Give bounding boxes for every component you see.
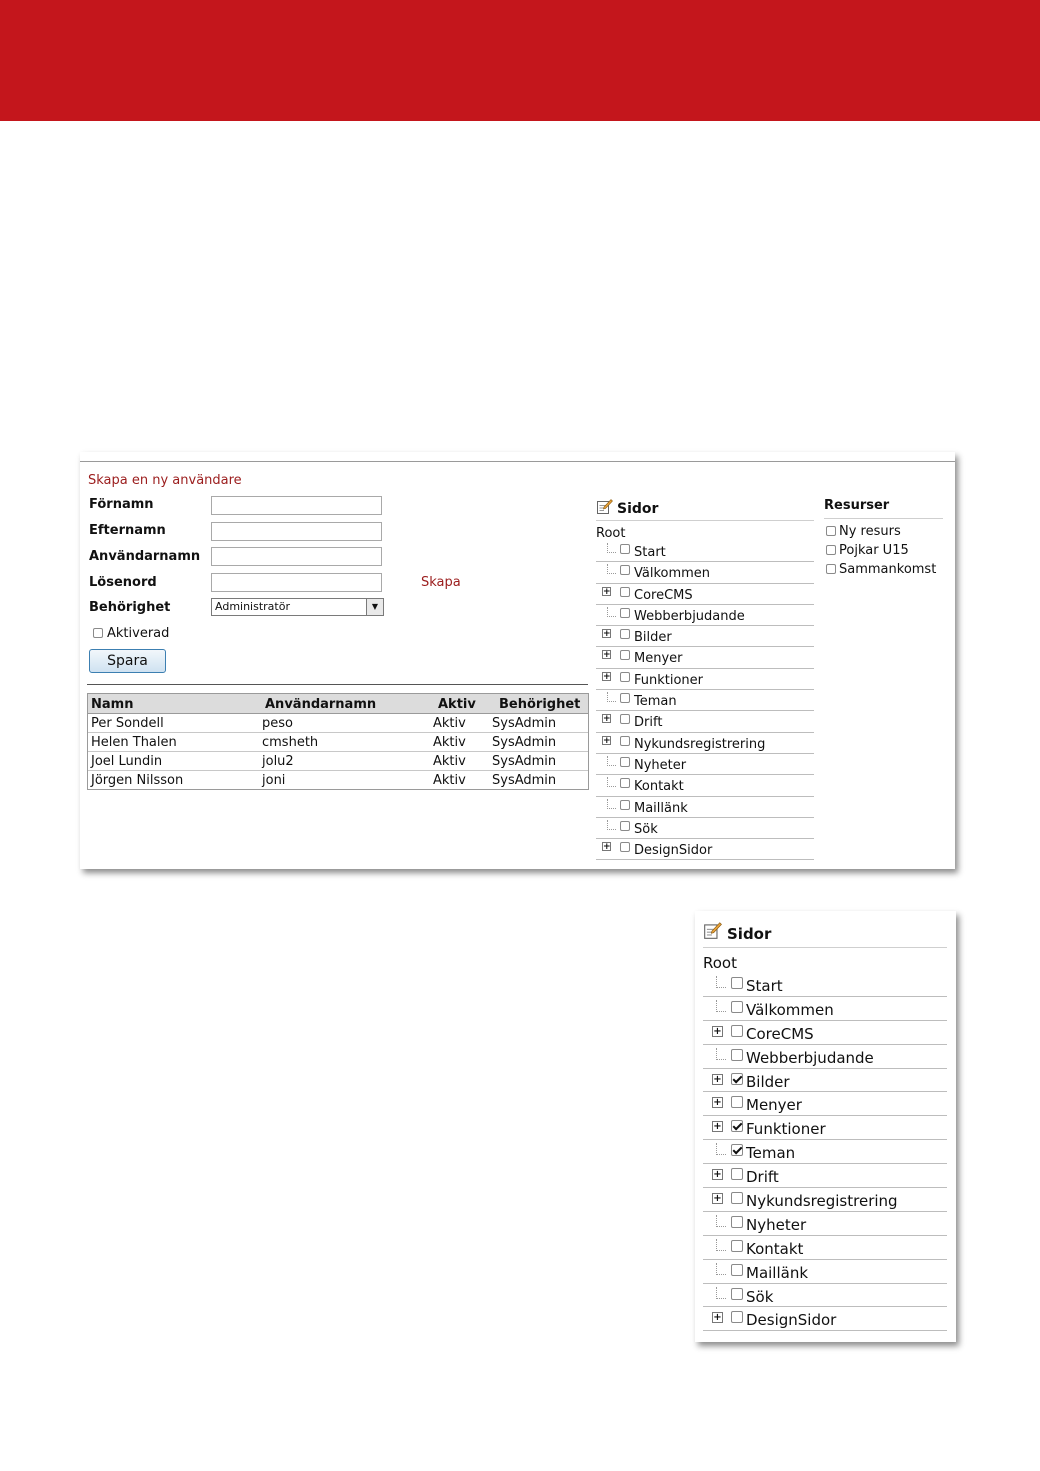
tree-item-label: Sök bbox=[746, 1287, 774, 1306]
chevron-down-icon[interactable]: ▼ bbox=[366, 599, 383, 615]
tree-item-checkbox[interactable] bbox=[620, 736, 630, 746]
cell-active: Aktiv bbox=[433, 716, 466, 731]
tree-item[interactable] bbox=[596, 669, 814, 690]
tree-item[interactable] bbox=[703, 1236, 947, 1260]
tree-item-label: DesignSidor bbox=[634, 843, 713, 859]
form-title: Skapa en ny användare bbox=[88, 473, 242, 488]
tree-item-label: Kontakt bbox=[634, 779, 684, 795]
pages-tree-title: Sidor bbox=[727, 925, 772, 943]
cell-name: Jörgen Nilsson bbox=[91, 773, 184, 788]
resources-list bbox=[826, 524, 936, 581]
pages-tree bbox=[703, 973, 947, 1331]
tree-item[interactable] bbox=[703, 1188, 947, 1212]
table-row[interactable] bbox=[88, 752, 588, 771]
last-name-label: Efternamn bbox=[89, 523, 166, 538]
users-table bbox=[87, 693, 589, 790]
expand-plus-icon[interactable]: + bbox=[713, 1312, 722, 1324]
tree-item-checkbox[interactable] bbox=[731, 1120, 743, 1132]
expand-plus-icon[interactable]: + bbox=[713, 1193, 722, 1205]
tree-item-checkbox[interactable] bbox=[620, 778, 630, 788]
table-row[interactable] bbox=[88, 733, 588, 752]
cell-active: Aktiv bbox=[433, 735, 466, 750]
panel-top-divider bbox=[80, 461, 955, 462]
tree-item-checkbox[interactable] bbox=[620, 629, 630, 639]
tree-item-label: Bilder bbox=[634, 630, 672, 646]
password-label: Lösenord bbox=[89, 575, 157, 590]
tree-item[interactable] bbox=[596, 733, 814, 754]
tree-item-label: Drift bbox=[746, 1168, 779, 1187]
edit-note-icon bbox=[596, 498, 613, 515]
tree-connector bbox=[716, 1263, 726, 1275]
tree-item-label: Teman bbox=[746, 1144, 796, 1163]
tree-item-checkbox[interactable] bbox=[620, 608, 630, 618]
col-header-active[interactable]: Aktiv bbox=[438, 697, 476, 712]
tree-item[interactable] bbox=[596, 647, 814, 668]
active-label: Aktiverad bbox=[107, 626, 170, 641]
tree-item[interactable] bbox=[596, 775, 814, 796]
resource-checkbox[interactable] bbox=[826, 545, 836, 555]
tree-item-checkbox[interactable] bbox=[620, 587, 630, 597]
tree-item-label: Nyheter bbox=[746, 1215, 807, 1234]
tree-item[interactable] bbox=[596, 541, 814, 562]
users-table-header bbox=[88, 694, 588, 714]
tree-item-checkbox[interactable] bbox=[731, 1025, 743, 1037]
tree-item[interactable] bbox=[703, 1069, 947, 1093]
tree-item-checkbox[interactable] bbox=[620, 714, 630, 724]
resource-checkbox[interactable] bbox=[826, 564, 836, 574]
tree-connector bbox=[716, 1143, 726, 1155]
tree-item-checkbox[interactable] bbox=[731, 1240, 743, 1252]
tree-item-label: Välkommen bbox=[634, 566, 711, 582]
tree-item[interactable] bbox=[596, 626, 814, 647]
expand-plus-icon[interactable]: + bbox=[603, 735, 611, 746]
tree-item[interactable] bbox=[703, 1307, 947, 1331]
tree-connector bbox=[607, 820, 616, 830]
tree-item-checkbox[interactable] bbox=[620, 650, 630, 660]
tree-connector bbox=[716, 976, 726, 988]
active-checkbox-row[interactable] bbox=[93, 626, 169, 641]
table-row[interactable] bbox=[88, 771, 588, 789]
tree-item-label: Menyer bbox=[746, 1096, 802, 1115]
tree-connector bbox=[607, 607, 616, 617]
tree-item-label: Funktioner bbox=[634, 672, 704, 688]
tree-item-checkbox[interactable] bbox=[731, 1001, 743, 1013]
list-item[interactable] bbox=[826, 543, 936, 562]
expand-plus-icon[interactable]: + bbox=[603, 714, 611, 725]
resource-checkbox[interactable] bbox=[826, 526, 836, 536]
tree-item[interactable] bbox=[596, 584, 814, 605]
tree-item-label: Menyer bbox=[634, 651, 683, 667]
tree-item-checkbox[interactable] bbox=[620, 672, 630, 682]
user-admin-screenshot bbox=[80, 452, 955, 869]
cell-username: joni bbox=[262, 773, 286, 788]
first-name-label: Förnamn bbox=[89, 497, 154, 512]
cell-name: Per Sondell bbox=[91, 716, 164, 731]
password-input[interactable] bbox=[211, 573, 382, 592]
tree-connector bbox=[607, 692, 616, 702]
tree-item-label: Nykundsregistrering bbox=[634, 736, 766, 752]
tree-connector bbox=[716, 1048, 726, 1060]
pages-tree-header bbox=[596, 498, 814, 521]
tree-item[interactable] bbox=[596, 797, 814, 818]
save-button[interactable]: Spara bbox=[89, 649, 166, 673]
tree-connector bbox=[716, 1000, 726, 1012]
cell-active: Aktiv bbox=[433, 773, 466, 788]
resources-title: Resurser bbox=[824, 498, 890, 513]
tree-item[interactable] bbox=[703, 1164, 947, 1188]
tree-item-checkbox[interactable] bbox=[731, 1264, 743, 1276]
tree-item-checkbox[interactable] bbox=[731, 1096, 743, 1108]
table-row[interactable] bbox=[88, 714, 588, 733]
tree-item[interactable] bbox=[703, 1140, 947, 1164]
tree-item[interactable] bbox=[703, 973, 947, 997]
tree-connector bbox=[716, 1215, 726, 1227]
tree-item-checkbox[interactable] bbox=[620, 842, 630, 852]
tree-connector bbox=[607, 756, 616, 766]
tree-item-label: Start bbox=[746, 977, 783, 995]
first-name-input[interactable] bbox=[211, 496, 382, 515]
col-header-username[interactable]: Användarnamn bbox=[265, 697, 377, 712]
expand-plus-icon[interactable]: + bbox=[603, 629, 611, 640]
tree-item[interactable] bbox=[596, 754, 814, 775]
tree-item-checkbox[interactable] bbox=[731, 1144, 743, 1156]
tree-item-label: Maillänk bbox=[746, 1263, 809, 1282]
tree-item-checkbox[interactable] bbox=[620, 544, 630, 554]
tree-item-checkbox[interactable] bbox=[731, 1168, 743, 1180]
cell-role: SysAdmin bbox=[492, 754, 557, 769]
cell-name: Helen Thalen bbox=[91, 735, 177, 750]
cell-active: Aktiv bbox=[433, 754, 466, 769]
tree-item-checkbox[interactable] bbox=[731, 1073, 743, 1085]
tree-item-checkbox[interactable] bbox=[731, 1192, 743, 1204]
resource-label: Ny resurs bbox=[839, 524, 901, 539]
tree-item-label: Nykundsregistrering bbox=[746, 1192, 898, 1211]
cell-role: SysAdmin bbox=[492, 773, 557, 788]
tree-item[interactable] bbox=[703, 1260, 947, 1284]
resource-label: Sammankomst bbox=[839, 562, 937, 577]
tree-item-label: Webberbjudande bbox=[634, 608, 745, 624]
tree-connector bbox=[607, 777, 616, 787]
pages-tree-zoom-screenshot bbox=[695, 911, 956, 1342]
cell-username: cmsheth bbox=[262, 735, 319, 750]
tree-item-checkbox[interactable] bbox=[731, 1049, 743, 1061]
expand-plus-icon[interactable]: + bbox=[713, 1097, 722, 1109]
expand-plus-icon[interactable]: + bbox=[713, 1025, 722, 1037]
col-header-name[interactable]: Namn bbox=[91, 697, 134, 712]
tree-item-label: CoreCMS bbox=[634, 587, 693, 603]
tree-item-label: DesignSidor bbox=[746, 1311, 837, 1330]
brand-header-bar bbox=[0, 0, 1040, 121]
expand-plus-icon[interactable]: + bbox=[713, 1121, 722, 1133]
tree-item[interactable] bbox=[596, 839, 814, 860]
tree-item-checkbox[interactable] bbox=[620, 565, 630, 575]
expand-plus-icon[interactable]: + bbox=[603, 842, 611, 853]
expand-plus-icon[interactable]: + bbox=[713, 1073, 722, 1085]
tree-item[interactable] bbox=[596, 562, 814, 583]
pages-tree bbox=[596, 541, 814, 860]
cell-username: peso bbox=[262, 716, 293, 731]
tree-item-checkbox[interactable] bbox=[731, 977, 743, 989]
username-label: Användarnamn bbox=[89, 549, 201, 564]
active-checkbox[interactable] bbox=[93, 628, 103, 638]
tree-item-label: Nyheter bbox=[634, 757, 687, 773]
resources-header bbox=[824, 498, 943, 519]
pages-tree-header bbox=[703, 921, 947, 948]
expand-plus-icon[interactable]: + bbox=[713, 1169, 722, 1181]
tree-item[interactable] bbox=[596, 605, 814, 626]
tree-item-label: Teman bbox=[634, 694, 677, 710]
tree-item-checkbox[interactable] bbox=[620, 821, 630, 831]
cell-username: jolu2 bbox=[262, 754, 294, 769]
pages-tree-title: Sidor bbox=[617, 501, 659, 517]
tree-item[interactable] bbox=[703, 1045, 947, 1069]
tree-item-label: Maillänk bbox=[634, 800, 688, 816]
tree-root-label: Root bbox=[703, 954, 737, 972]
tree-item-label: CoreCMS bbox=[746, 1024, 814, 1043]
form-divider bbox=[87, 684, 588, 685]
username-input[interactable] bbox=[211, 547, 382, 566]
tree-item[interactable] bbox=[703, 1284, 947, 1308]
cell-role: SysAdmin bbox=[492, 716, 557, 731]
tree-connector bbox=[607, 543, 616, 553]
tree-item-label: Start bbox=[634, 545, 666, 560]
tree-connector bbox=[607, 799, 616, 809]
tree-item[interactable] bbox=[703, 997, 947, 1021]
tree-item[interactable] bbox=[596, 690, 814, 711]
tree-item-label: Sök bbox=[634, 821, 658, 837]
expand-plus-icon[interactable]: + bbox=[603, 671, 611, 682]
tree-item-label: Kontakt bbox=[746, 1239, 804, 1258]
tree-item-checkbox[interactable] bbox=[620, 693, 630, 703]
tree-connector bbox=[716, 1287, 726, 1299]
tree-item-label: Webberbjudande bbox=[746, 1048, 874, 1067]
create-link[interactable]: Skapa bbox=[421, 575, 461, 590]
edit-note-icon bbox=[703, 921, 722, 940]
tree-item-checkbox[interactable] bbox=[620, 800, 630, 810]
tree-item[interactable] bbox=[596, 711, 814, 732]
list-item[interactable] bbox=[826, 524, 936, 543]
tree-item-checkbox[interactable] bbox=[731, 1311, 743, 1323]
role-select-value: Administratör bbox=[215, 600, 290, 613]
role-label: Behörighet bbox=[89, 600, 171, 615]
last-name-input[interactable] bbox=[211, 522, 382, 541]
cell-role: SysAdmin bbox=[492, 735, 557, 750]
expand-plus-icon[interactable]: + bbox=[603, 650, 611, 661]
tree-root-label: Root bbox=[596, 526, 626, 541]
resource-label: Pojkar U15 bbox=[839, 543, 909, 558]
expand-plus-icon[interactable]: + bbox=[603, 586, 611, 597]
tree-item[interactable] bbox=[703, 1092, 947, 1116]
list-item[interactable] bbox=[826, 562, 936, 581]
role-select[interactable] bbox=[211, 598, 384, 616]
tree-item-label: Bilder bbox=[746, 1072, 790, 1091]
tree-item-checkbox[interactable] bbox=[731, 1288, 743, 1300]
cell-name: Joel Lundin bbox=[91, 754, 163, 769]
col-header-role[interactable]: Behörighet bbox=[499, 697, 581, 712]
tree-item[interactable] bbox=[596, 818, 814, 839]
tree-item[interactable] bbox=[703, 1021, 947, 1045]
tree-item[interactable] bbox=[703, 1116, 947, 1140]
tree-item-checkbox[interactable] bbox=[731, 1216, 743, 1228]
tree-connector bbox=[607, 564, 616, 574]
tree-item-label: Välkommen bbox=[746, 1000, 834, 1019]
tree-item-label: Drift bbox=[634, 715, 663, 731]
tree-connector bbox=[716, 1239, 726, 1251]
tree-item[interactable] bbox=[703, 1212, 947, 1236]
tree-item-label: Funktioner bbox=[746, 1120, 826, 1139]
tree-item-checkbox[interactable] bbox=[620, 757, 630, 767]
